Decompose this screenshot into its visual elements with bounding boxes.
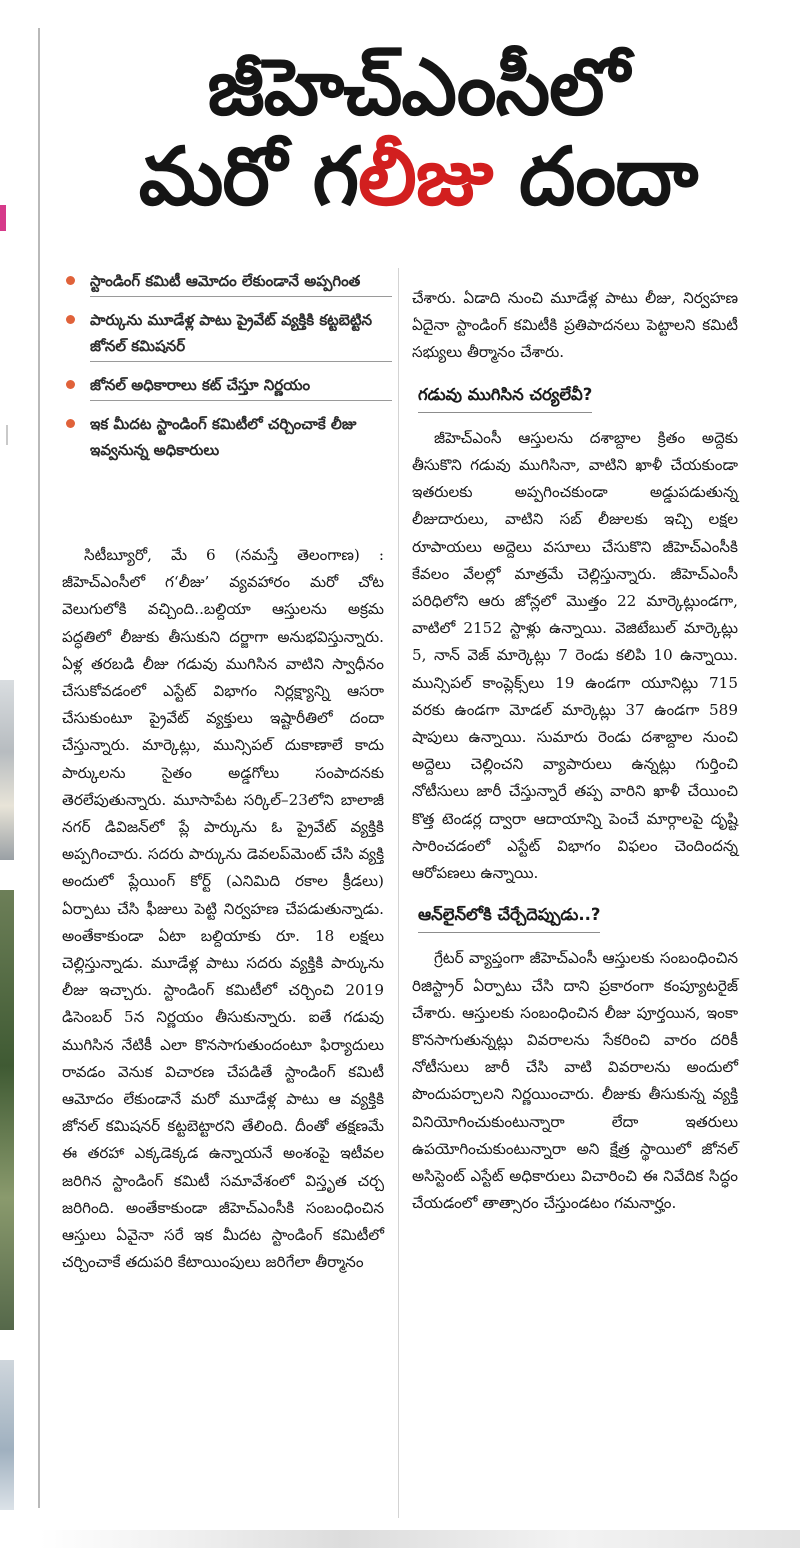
highlight-item xyxy=(62,411,392,463)
headline-line-1: జీహెచ్ఎంసీలో xyxy=(207,43,629,133)
highlight-text: పార్కును మూడేళ్ల పాటు ప్రైవేట్ వ్యక్తికి కట్టబెట్టిన జోనల్ కమిషనర్ xyxy=(90,311,373,355)
adjacent-photo-edge xyxy=(0,890,14,1330)
headline-highlight: లీజు xyxy=(358,130,493,224)
adjacent-article-edge xyxy=(0,425,8,445)
subheading: గడువు ముగిసిన చర్యలేవీ? xyxy=(418,381,592,413)
headline-line-2 xyxy=(58,130,778,224)
adjacent-photo-edge xyxy=(0,680,14,860)
bullet-dot-icon xyxy=(66,276,75,285)
column-divider xyxy=(398,268,399,1518)
headline-line-2-start: మరో గ xyxy=(138,130,359,224)
highlight-underline xyxy=(90,296,392,297)
body-column-right xyxy=(412,285,738,1218)
body-paragraph: గ్రేటర్ వ్యాప్తంగా జీహెచ్ఎంసీ ఆస్తులకు సంబంధించిన రిజిస్ట్రార్ ఏర్పాటు చేసి దాని ప్రకారంగా కంప్యూటరైజ్ చేశారు. ఆస్తులకు సంబంధించిన లీజు పూర్తయిన, ఇంకా కొనసాగుతున్నట్లు వివరాలను సేకరించి వారం దరికీ నోటీసులు జారీ చేసి వాటి వివరాలను అందులో పొందుపర్చాలని నిర్ణయించారు. లీజుకు తీసుకున్న వ్యక్తి వినియోగించుకుంటున్నారా లేదా ఇతరులు ఉపయోగించుకుంటున్నారా అని క్షేత్ర స్థాయిలో జోనల్ అసిస్టెంట్ ఎస్టేట్ అధికారులు విచారించి ఈ నివేదిక సిద్ధం చేయడంలో తాత్సారం చేస్తుండటం గమనార్హం. xyxy=(412,949,738,1213)
next-article-edge xyxy=(40,1530,800,1548)
highlights-list xyxy=(62,268,392,473)
adjacent-photo-edge xyxy=(0,1360,14,1510)
highlight-item xyxy=(62,307,392,362)
highlight-text: ఇక మీదట స్టాండింగ్ కమిటీలో చర్చించాకే లీజు ఇవ్వనున్న అధికారులు xyxy=(90,415,357,459)
headline xyxy=(58,43,778,224)
highlight-text: జోనల్ అధికారాలు కట్ చేస్తూ నిర్ణయం xyxy=(90,376,311,394)
body-paragraph: చేశారు. ఏడాది నుంచి మూడేళ్ల పాటు లీజు, నిర్వహణ ఏదైనా స్టాండింగ్ కమిటీకి ప్రతిపాదనలు పెట్టాలని కమిటీ సభ్యులు తీర్మానం చేశారు. xyxy=(412,289,738,362)
highlight-underline xyxy=(90,361,392,362)
body-column-left xyxy=(62,542,384,1276)
bullet-dot-icon xyxy=(66,380,75,389)
column-rule xyxy=(38,28,40,1508)
highlight-item xyxy=(62,268,392,297)
subheading: ఆన్‌లైన్‌లోకి చేర్చేదెప్పుడు..? xyxy=(418,901,600,933)
body-paragraph: సిటీబ్యూరో, మే 6 (నమస్తే తెలంగాణ) : జీహెచ్ఎంసీలో గ‘లీజు’ వ్యవహారం మరో చోట వెలుగులోకి వచ్చింది..బల్దియా ఆస్తులను అక్రమ పద్ధతిలో లీజుకు తీసుకుని దర్జాగా అనుభవిస్తున్నారు. ఏళ్ల తరబడి లీజు గడువు ముగిసిన వాటిని స్వాధీనం చేసుకోవడంలో ఎస్టేట్ విభాగం నిర్లక్ష్యాన్ని ఆసరా చేసుకుంటూ ప్రైవేట్ వ్యక్తులు ఇష్టారీతిలో దందా చేస్తున్నారు. మార్కెట్లు, మున్సిపల్ దుకాణాలే కాదు పార్కులను సైతం అడ్డగోలు సంపాదనకు తెరలేపుతున్నారు. మూసాపేట సర్కిల్–23లోని బాలాజీ నగర్ డివిజన్‌లో ప్లే పార్కును ఓ ప్రైవేట్ వ్యక్తికి అప్పగించారు. సదరు పార్కును డెవలప్‌మెంట్ చేసి వ్యక్తి అందులో ప్లేయింగ్ కోర్ట్ (ఎనిమిది రకాల క్రీడలు) ఏర్పాటు చేసి ఫీజులు పెట్టి నిర్వహణ చేపడుతున్నాడు. అంతేకాకుండా ఏటా బల్దియాకు రూ. 18 లక్షలు చెల్లిస్తున్నాడు. మూడేళ్ల పాటు సదరు వ్యక్తికి పార్కును లీజు ఇచ్చారు. స్టాండింగ్ కమిటీలో చర్చించి 2019 డిసెంబర్ 5న నిర్ణయం తీసుకున్నారు. ఐతే గడువు ముగిసిన నేటికీ ఎలా కొనసాగుతుందంటూ ఫిర్యాదులు రావడం వెనుక విచారణ చేపడితే స్టాండింగ్ కమిటీ ఆమోదం లేకుండానే మరో మూడేళ్ల పాటు ఆ వ్యక్తికి జోనల్ కమిషనర్ కట్టబెట్టారని తేలింది. దీంతో తక్షణమే ఈ తరహా ఎక్కడెక్కడ ఉన్నాయనే అంశంపై ఇటీవల జరిగిన స్టాండింగ్ కమిటీ సమావేశంలో విస్తృత చర్చ జరిగింది. అంతేకాకుండా జీహెచ్ఎంసీకి సంబంధించిన ఆస్తులు ఏవైనా సరే ఇక మీదట స్టాండింగ్ కమిటీలో చర్చించాకే తదుపరి కేటాయింపులు జరిగేలా తీర్మానం xyxy=(62,546,384,1272)
highlight-underline xyxy=(90,400,392,401)
highlight-item xyxy=(62,372,392,401)
bullet-dot-icon xyxy=(66,315,75,324)
body-paragraph: జీహెచ్ఎంసీ ఆస్తులను దశాబ్దాల క్రితం అద్దెకు తీసుకొని గడువు ముగిసినా, వాటిని ఖాళీ చేయకుండా ఇతరులకు అప్పగించకుండా అడ్డుపడుతున్న లీజుదారులు, వాటిని సబ్ లీజులకు ఇచ్చి లక్షల రూపాయలు అద్దెలు వసూలు చేసుకొని జీహెచ్ఎంసీకి కేవలం వేలల్లో మాత్రమే చెల్లిస్తున్నారు. జీహెచ్ఎంసీ పరిధిలోని ఆరు జోన్లలో మొత్తం 22 మార్కెట్లుండగా, వాటిలో 2152 స్టాళ్లు ఉన్నాయి. వెజిటేబుల్ మార్కెట్లు 5, నాన్ వెజ్ మార్కెట్లు 7 రెండు కలిపి 10 ఉన్నాయి. మున్సిపల్ కాంప్లెక్స్‌లు 19 ఉండగా యూనిట్లు 715 వరకు ఉండగా మోడల్ మార్కెట్లు 37 ఉండగా 589 షాపులు ఉన్నాయి. సుమారు రెండు దశాబ్దాల నుంచి అద్దెలు చెల్లించని వ్యాపారులు ఉన్నట్లు గుర్తించి నోటీసులు జారీ చేస్తున్నారే తప్ప వారిని ఖాళీ చేయించి కొత్త టెండర్ల ద్వారా ఆదాయాన్ని పెంచే మార్గాలపై దృష్టి సారించడంలో ఎస్టేట్ విభాగం విఫలం చెందిందన్న ఆరోపణలు ఉన్నాయి. xyxy=(412,428,738,883)
highlight-text: స్టాండింగ్ కమిటీ ఆమోదం లేకుండానే అప్పగింత xyxy=(90,272,361,290)
headline-line-2-end: దందా xyxy=(492,130,698,224)
bullet-dot-icon xyxy=(66,419,75,428)
adjacent-article-edge xyxy=(0,205,6,231)
